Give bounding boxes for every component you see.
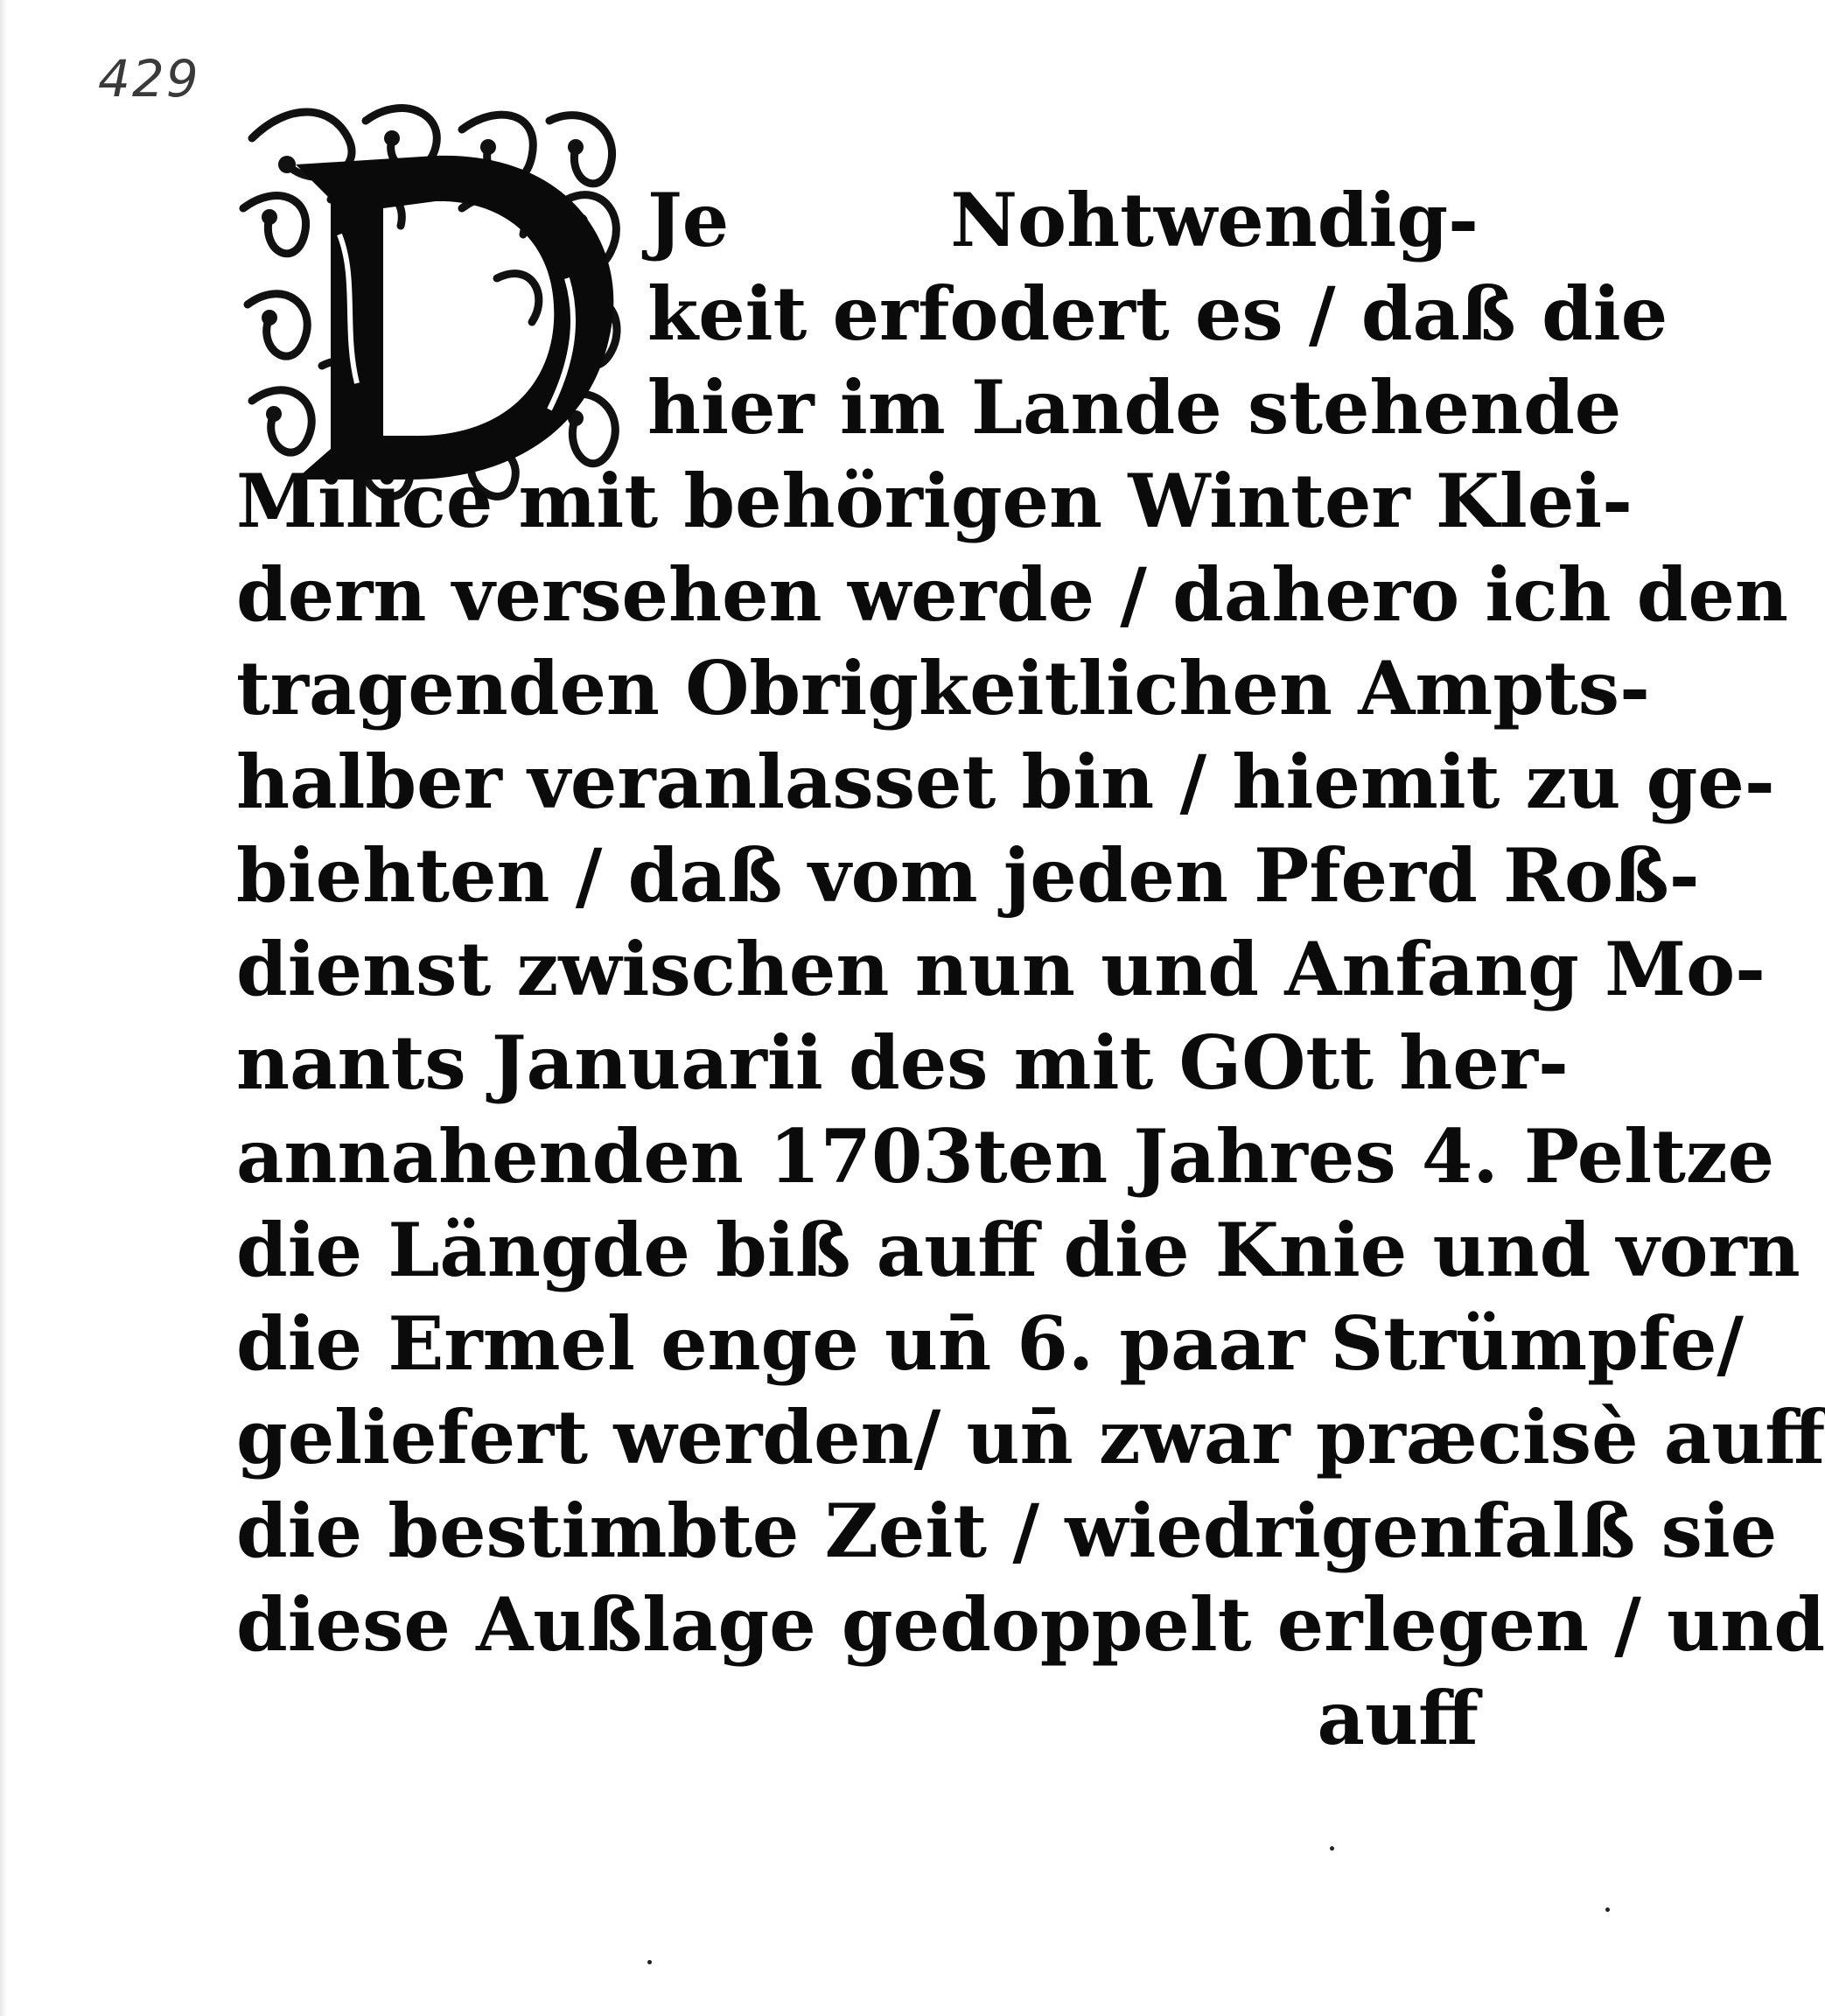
text-line-7: halber veranlasset bin / hiemit zu ge- bbox=[236, 738, 1775, 825]
text-line-12: die Längde biß auff die Knie und vorn bbox=[236, 1207, 1801, 1293]
text-line-4: Milice mit behörigen Winter Klei- bbox=[236, 458, 1633, 544]
text-line-15: die bestimbte Zeit / wiedrigenfalß sie bbox=[236, 1488, 1778, 1574]
text-line-5: dern versehen werde / dahero ich den bbox=[236, 551, 1789, 638]
text-line-9: dienst zwischen nun und Anfang Mo- bbox=[236, 926, 1766, 1012]
text-line-2: keit erfodert es / daß die bbox=[647, 270, 1668, 357]
text-line-13: die Ermel enge un̄ 6. paar Strümpfe/ bbox=[236, 1300, 1745, 1387]
text-line-10: nants Januarii des mit GOtt her- bbox=[236, 1019, 1569, 1106]
text-line-11: annahenden 1703ten Jahres 4. Peltze bbox=[236, 1113, 1775, 1200]
text-line-3: hier im Lande stehende bbox=[647, 364, 1622, 451]
catchword: auff bbox=[1317, 1675, 1479, 1761]
body-text bbox=[236, 173, 1825, 1765]
text-line-6: tragenden Obrigkeitlichen Ampts- bbox=[236, 645, 1650, 732]
folio-number: 429 bbox=[98, 49, 200, 108]
scan-speck bbox=[1605, 1908, 1610, 1912]
text-line-1: Je Nohtwendig- bbox=[647, 177, 1479, 263]
text-line-16: diese Außlage gedoppelt erlegen / und bbox=[236, 1581, 1825, 1668]
scan-speck bbox=[1330, 1846, 1334, 1851]
scan-speck bbox=[647, 1960, 652, 1964]
text-line-14: geliefert werden/ un̄ zwar præcisè auff bbox=[236, 1394, 1825, 1480]
text-line-8: biehten / daß vom jeden Pferd Roß- bbox=[236, 832, 1700, 919]
scan-edge bbox=[0, 0, 7, 2016]
